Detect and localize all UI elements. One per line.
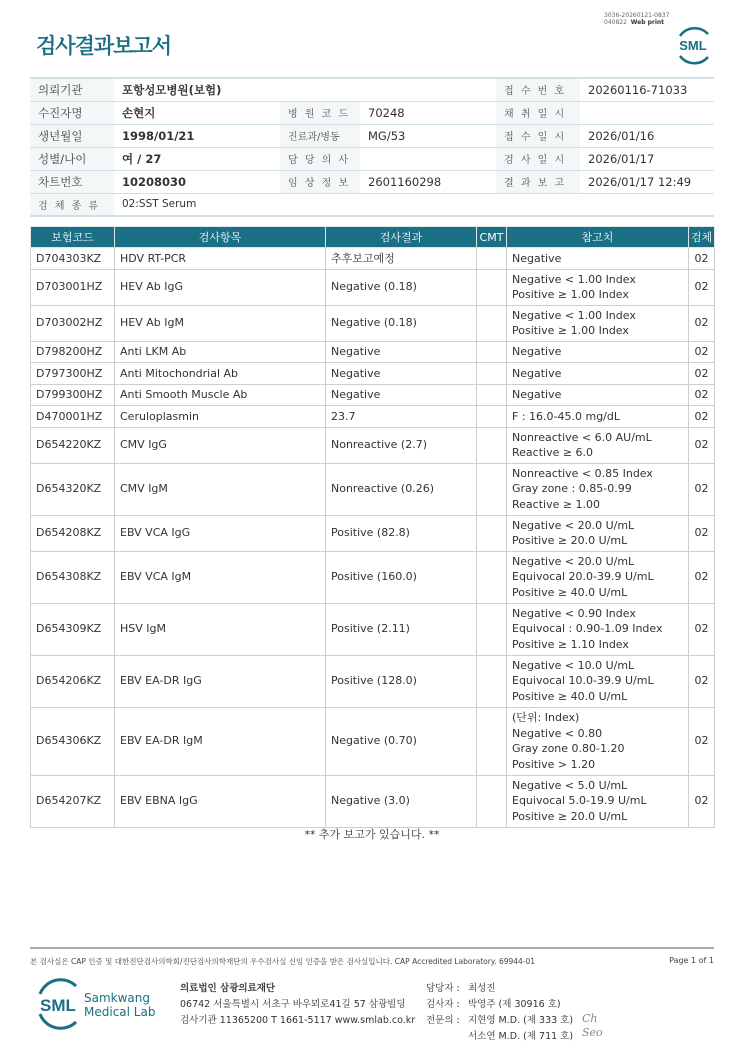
staff-role: 담당자 :	[426, 983, 460, 994]
reference-line: Positive ≥ 40.0 U/mL	[512, 585, 628, 599]
comment	[477, 341, 507, 363]
comment	[477, 707, 507, 775]
value	[360, 147, 496, 170]
test-item: HDV RT-PCR	[115, 248, 326, 270]
test-item: CMV IgM	[115, 463, 326, 515]
reference-range	[507, 551, 689, 603]
label: 생년월일	[30, 124, 114, 147]
table-row	[31, 384, 715, 406]
reference-line: Positive ≥ 40.0 U/mL	[512, 689, 628, 703]
signature: Seo	[582, 1026, 603, 1039]
reference-line: Negative	[512, 345, 562, 358]
test-item: EBV EBNA IgG	[115, 775, 326, 827]
test-result: Positive (160.0)	[326, 551, 477, 603]
organization-info	[180, 981, 415, 1029]
test-item: Ceruloplasmin	[115, 406, 326, 428]
info-row	[30, 124, 714, 147]
reference-line: Positive ≥ 1.00 Index	[512, 288, 629, 301]
value: 포항성모병원(보험)	[114, 78, 496, 101]
column-header: 검사항목	[115, 227, 326, 248]
test-item: EBV VCA IgM	[115, 551, 326, 603]
svg-text:SML: SML	[40, 996, 76, 1015]
insurance-code: D654320KZ	[31, 463, 115, 515]
test-result: Nonreactive (0.26)	[326, 463, 477, 515]
reference-range	[507, 269, 689, 305]
reference-line: Negative < 20.0 U/mL	[512, 554, 635, 568]
additional-report-note: ** 추가 보고가 있습니다. **	[304, 828, 440, 841]
table-row	[31, 363, 715, 385]
reference-line: Reactive ≥ 6.0	[512, 446, 594, 459]
info-row	[30, 170, 714, 193]
specimen: 02	[689, 269, 715, 305]
meta-id: 3036-20260121-0837	[604, 12, 670, 19]
test-result: Negative	[326, 363, 477, 385]
staff-name: 서소연 M.D. (제 711 호)	[468, 1031, 574, 1042]
test-item: EBV EA-DR IgG	[115, 655, 326, 707]
column-header: 보험코드	[31, 227, 115, 248]
reference-line: Equivocal : 0.90-1.09 Index	[512, 622, 663, 636]
comment	[477, 551, 507, 603]
value: MG/53	[360, 124, 496, 147]
comment	[477, 384, 507, 406]
insurance-code: D799300HZ	[31, 384, 115, 406]
table-row	[31, 269, 715, 305]
table-row	[31, 305, 715, 341]
test-result: Negative (0.70)	[326, 707, 477, 775]
label: 접 수 번 호	[496, 78, 580, 101]
specimen: 02	[689, 551, 715, 603]
reference-line: Positive > 1.20	[512, 757, 596, 771]
table-row	[31, 551, 715, 603]
comment	[477, 603, 507, 655]
specimen: 02	[689, 248, 715, 270]
test-result: Negative (0.18)	[326, 305, 477, 341]
label: 병 원 코 드	[280, 101, 360, 124]
svg-text:Samkwang: Samkwang	[84, 991, 150, 1005]
reference-line: Equivocal 20.0-39.9 U/mL	[512, 570, 654, 584]
reference-line: Negative < 0.80	[512, 726, 603, 740]
insurance-code: D654308KZ	[31, 551, 115, 603]
specimen: 02	[689, 305, 715, 341]
specimen: 02	[689, 341, 715, 363]
reference-line: Negative	[512, 251, 562, 265]
value: 70248	[360, 101, 496, 124]
test-result: Nonreactive (2.7)	[326, 427, 477, 463]
reference-range	[507, 406, 689, 428]
test-result: Negative	[326, 341, 477, 363]
test-item: Anti Mitochondrial Ab	[115, 363, 326, 385]
label: 의뢰기관	[30, 78, 114, 101]
patient-info-table	[30, 77, 714, 217]
reference-line: Equivocal 5.0-19.9 U/mL	[512, 794, 647, 808]
reference-line: Nonreactive < 0.85 Index	[512, 466, 653, 480]
reference-line: (단위: Index)	[512, 711, 580, 724]
reference-range	[507, 363, 689, 385]
accreditation-note: 본 검사실은 CAP 인증 및 대한진단검사의학회/진단검사의학재단의 우수검사실 신임 인증을 받은 검사실입니다. CAP Accredited Laboratory. 69944-01	[30, 957, 536, 966]
test-result: 추후보고예정	[326, 248, 477, 270]
test-result: Negative	[326, 384, 477, 406]
page-number: Page 1 of 1	[669, 956, 714, 965]
signature: Ch	[582, 1012, 598, 1025]
comment	[477, 463, 507, 515]
staff-name: 박영주 (제 30916 호)	[468, 999, 561, 1010]
label: 담 당 의 사	[280, 147, 360, 170]
test-result: Negative (3.0)	[326, 775, 477, 827]
table-row	[31, 406, 715, 428]
column-header: CMT	[477, 227, 507, 248]
table-row	[31, 515, 715, 551]
comment	[477, 248, 507, 270]
results-header	[31, 227, 715, 248]
test-item: HSV IgM	[115, 603, 326, 655]
meta-code: 040822	[604, 19, 627, 26]
comment	[477, 305, 507, 341]
value	[580, 101, 714, 124]
label: 채 취 일 시	[496, 101, 580, 124]
svg-text:SML: SML	[679, 38, 707, 53]
comment	[477, 655, 507, 707]
insurance-code: D470001HZ	[31, 406, 115, 428]
value: 2026/01/17	[580, 147, 714, 170]
reference-line: Reactive ≥ 1.00	[512, 497, 601, 511]
test-item: Anti Smooth Muscle Ab	[115, 384, 326, 406]
label: 임 상 정 보	[280, 170, 360, 193]
insurance-code: D654206KZ	[31, 655, 115, 707]
table-row	[31, 775, 715, 827]
svg-text:Medical Lab: Medical Lab	[84, 1005, 156, 1019]
staff-row	[426, 1013, 573, 1029]
column-header: 검체	[689, 227, 715, 248]
insurance-code: D797300HZ	[31, 363, 115, 385]
insurance-code: D654220KZ	[31, 427, 115, 463]
label: 진료과/병동	[280, 124, 360, 147]
specimen: 02	[689, 384, 715, 406]
staff-row	[426, 997, 573, 1013]
reference-range	[507, 427, 689, 463]
comment	[477, 775, 507, 827]
specimen: 02	[689, 655, 715, 707]
reference-line: Gray zone : 0.85-0.99	[512, 482, 632, 496]
specimen: 02	[689, 515, 715, 551]
reference-line: Gray zone 0.80-1.20	[512, 742, 625, 755]
org-address: 06742 서울특별시 서초구 바우뫼로41길 57 삼광빌딩	[180, 999, 406, 1010]
staff-role	[426, 1029, 468, 1045]
table-row	[31, 427, 715, 463]
reference-line: Negative < 20.0 U/mL	[512, 518, 635, 532]
specimen: 02	[689, 427, 715, 463]
reference-line: F : 16.0-45.0 mg/dL	[512, 409, 620, 423]
reference-range	[507, 775, 689, 827]
info-row	[30, 147, 714, 170]
value: 1998/01/21	[114, 124, 280, 147]
label: 검 사 일 시	[496, 147, 580, 170]
info-row	[30, 78, 714, 101]
table-row	[31, 248, 715, 270]
insurance-code: D654306KZ	[31, 707, 115, 775]
reference-line: Positive ≥ 1.10 Index	[512, 637, 629, 651]
insurance-code: D654207KZ	[31, 775, 115, 827]
column-header: 검사결과	[326, 227, 477, 248]
reference-range	[507, 707, 689, 775]
value: 2026/01/17 12:49	[580, 170, 714, 193]
report-title: 검사결과보고서	[36, 34, 172, 58]
comment	[477, 427, 507, 463]
insurance-code: D654208KZ	[31, 515, 115, 551]
specimen: 02	[689, 707, 715, 775]
test-result: Negative (0.18)	[326, 269, 477, 305]
label: 결 과 보 고	[496, 170, 580, 193]
org-contact: 검사기관 11365200 T 1661-5117 www.smlab.co.kr	[180, 1015, 416, 1026]
footer-divider	[30, 947, 714, 949]
staff-name: 최성진	[468, 983, 496, 994]
reference-range	[507, 384, 689, 406]
table-row	[31, 603, 715, 655]
reference-line: Nonreactive < 6.0 AU/mL	[512, 430, 652, 444]
reference-line: Positive ≥ 20.0 U/mL	[512, 534, 628, 547]
comment	[477, 515, 507, 551]
info-row	[30, 193, 714, 216]
test-result: 23.7	[326, 406, 477, 428]
label: 성별/나이	[30, 147, 114, 170]
value: 여 / 27	[114, 147, 280, 170]
staff-row	[426, 1029, 573, 1045]
table-row	[31, 463, 715, 515]
reference-line: Negative < 0.90 Index	[512, 606, 636, 620]
sml-logo-icon	[672, 24, 714, 66]
staff-role: 검사자 :	[426, 999, 460, 1010]
test-result: Positive (2.11)	[326, 603, 477, 655]
reference-line: Negative	[512, 366, 562, 380]
test-item: Anti LKM Ab	[115, 341, 326, 363]
reference-line: Negative < 1.00 Index	[512, 308, 636, 322]
staff-name: 지현영 M.D. (제 333 호)	[468, 1015, 574, 1026]
reference-line: Positive ≥ 20.0 U/mL	[512, 809, 628, 823]
specimen: 02	[689, 406, 715, 428]
org-name: 의료법인 삼광의료재단	[180, 983, 276, 994]
test-item: HEV Ab IgM	[115, 305, 326, 341]
label: 수진자명	[30, 101, 114, 124]
test-item: EBV EA-DR IgM	[115, 707, 326, 775]
meta-web-print: Web print	[630, 19, 665, 26]
insurance-code: D798200HZ	[31, 341, 115, 363]
comment	[477, 363, 507, 385]
test-result: Positive (82.8)	[326, 515, 477, 551]
comment	[477, 269, 507, 305]
reference-range	[507, 463, 689, 515]
info-row	[30, 101, 714, 124]
test-item: CMV IgG	[115, 427, 326, 463]
specimen: 02	[689, 775, 715, 827]
reference-line: Equivocal 10.0-39.9 U/mL	[512, 674, 654, 688]
results-table	[30, 226, 715, 828]
table-row	[31, 655, 715, 707]
reference-line: Negative < 1.00 Index	[512, 272, 636, 286]
comment	[477, 406, 507, 428]
reference-range	[507, 248, 689, 270]
reference-line: Negative	[512, 388, 562, 401]
reference-line: Negative < 5.0 U/mL	[512, 778, 628, 792]
staff-role: 전문의 :	[426, 1015, 460, 1026]
reference-range	[507, 603, 689, 655]
column-header: 참고치	[507, 227, 689, 248]
test-result: Positive (128.0)	[326, 655, 477, 707]
specimen: 02	[689, 363, 715, 385]
insurance-code: D703001HZ	[31, 269, 115, 305]
value: 손현지	[114, 101, 280, 124]
value: 10208030	[114, 170, 280, 193]
reference-line: Negative < 10.0 U/mL	[512, 658, 635, 672]
value: 2601160298	[360, 170, 496, 193]
label: 검 체 종 류	[30, 193, 114, 216]
samkwang-logo-icon	[36, 980, 156, 1028]
reference-range	[507, 341, 689, 363]
table-row	[31, 341, 715, 363]
reference-line: Positive ≥ 1.00 Index	[512, 324, 629, 337]
test-item: HEV Ab IgG	[115, 269, 326, 305]
specimen: 02	[689, 603, 715, 655]
insurance-code: D704303KZ	[31, 248, 115, 270]
staff-row	[426, 981, 573, 997]
reference-range	[507, 655, 689, 707]
staff-info	[426, 981, 573, 1045]
reference-range	[507, 305, 689, 341]
print-meta	[604, 12, 669, 26]
insurance-code: D703002HZ	[31, 305, 115, 341]
value: 20260116-71033	[580, 78, 714, 101]
reference-range	[507, 515, 689, 551]
test-item: EBV VCA IgG	[115, 515, 326, 551]
value: 02:SST Serum	[114, 193, 714, 216]
signatures	[582, 1012, 603, 1040]
specimen: 02	[689, 463, 715, 515]
label: 차트번호	[30, 170, 114, 193]
table-row	[31, 707, 715, 775]
insurance-code: D654309KZ	[31, 603, 115, 655]
value: 2026/01/16	[580, 124, 714, 147]
label: 접 수 일 시	[496, 124, 580, 147]
